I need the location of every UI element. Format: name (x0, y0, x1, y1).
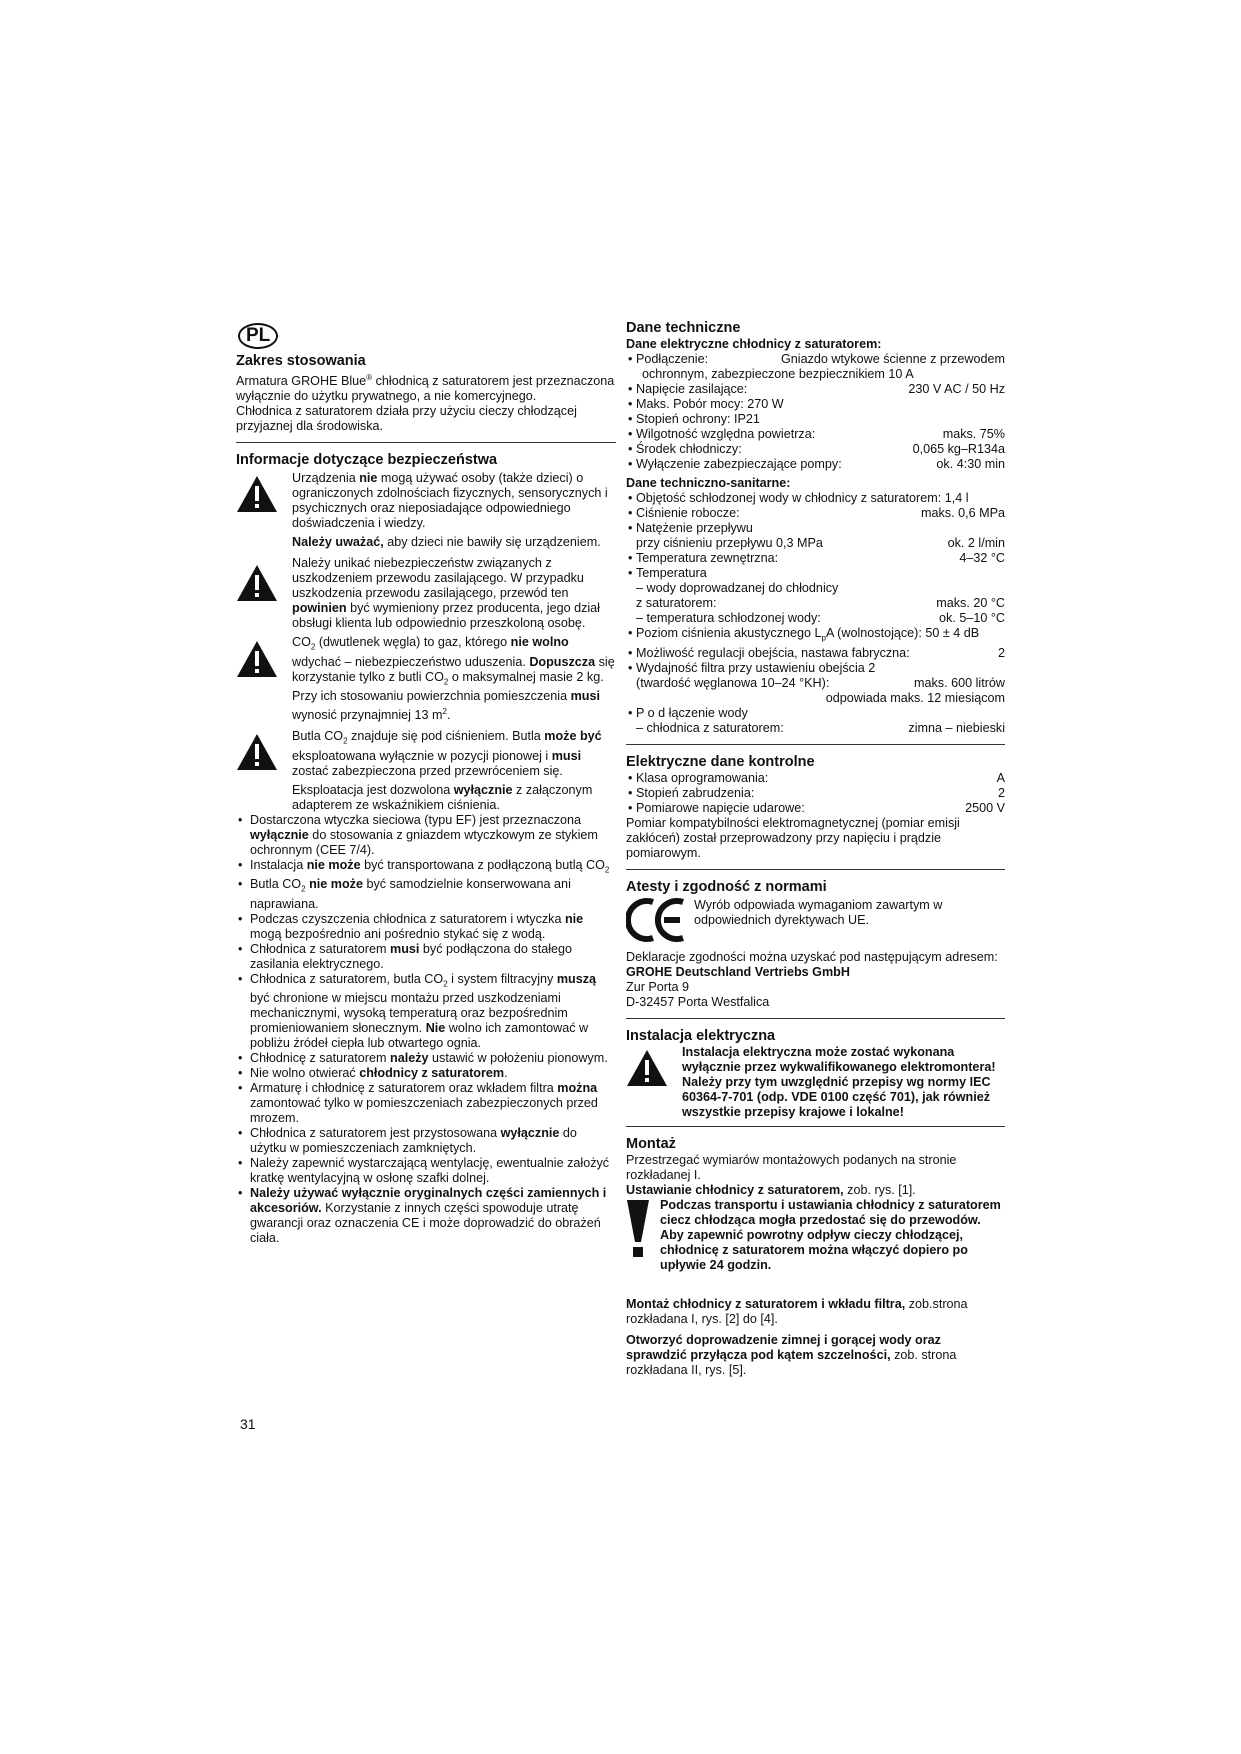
divider (626, 1018, 1005, 1019)
mounting-paragraph-4: Otworzyć doprowadzenie zimnej i gorącej wody oraz sprawdzić przyłącza pod kątem szczelności, zob. strona rozkładana II, rys. [5]. (626, 1332, 957, 1377)
spec-item: • Stopień zabrudzenia: 2 (626, 786, 1005, 801)
ce-block (626, 898, 1005, 948)
company-name: GROHE Deutschland Vertriebs GmbH (626, 964, 850, 979)
safety-title: Informacje dotyczące bezpieczeństwa (236, 452, 498, 469)
spec-item: • Wydajność filtra przy ustawieniu obejścia 2 (twardość węglanowa 10–24 °KH): maks. 600 litrów odpowiada maks. 12 miesiącom (626, 661, 1005, 706)
spec-item: • Wilgotność względna powietrza: maks. 75% (626, 427, 1005, 442)
spec-item: • Objętość schłodzonej wody w chłodnicy z saturatorem: 1,4 l (626, 491, 1005, 506)
warning-text: $CO_2$ (dwutlenek węgla) to gaz, którego nie wolno wdychać – niebezpieczeństwo uduszenia. Dopuszcza się korzystanie tylko z butli $CO_2$ o maksymalnej masie 2 kg. Przy ich stosowaniu powierzchnia pomieszczenia musi wynosić przynajmniej 13 $m^2$. (292, 635, 615, 723)
divider (626, 744, 1005, 745)
elec-subtitle: Dane elektryczne chłodnicy z saturatorem: (626, 337, 882, 351)
control-note: Pomiar kompatybilności elektromagnetycznej (pomiar emisji zakłóceń) został przeprowadzony przy napięciu i prądzie pomiarowym. (626, 815, 960, 860)
installation-warning (626, 1045, 1005, 1120)
warning-triangle-icon (626, 1049, 668, 1087)
spec-item: • Poziom ciśnienia akustycznego $L_pA$ (wolnostojące): 50 ± 4 dB (626, 626, 1005, 646)
safety-list (236, 813, 616, 1247)
cert-declaration: Deklaracje zgodności można uzyskać pod następującym adresem: (626, 949, 998, 964)
warning-text: Instalacja elektryczna może zostać wykonana wyłącznie przez wykwalifikowanego elektromontera! Należy przy tym uwzględnić przepisy wg normy IEC 60364-7-701 (odp. VDE 0100 część 701), jak również wszystkie przepisy krajowe i lokalne! (682, 1044, 996, 1119)
cert-title: Atesty i zgodność z normami (626, 878, 827, 895)
ce-mark-icon (626, 896, 688, 944)
control-specs (626, 771, 1005, 816)
exclamation-icon (626, 1198, 650, 1260)
page-number: 31 (240, 1416, 256, 1432)
warning-text: Należy uważać, aby dzieci nie bawiły się urządzeniem. (292, 535, 601, 550)
installation-title: Instalacja elektryczna (626, 1027, 776, 1044)
warning-text: Należy unikać niebezpieczeństw związanych z uszkodzeniem przewodu zasilającego. W przypadku uszkodzenia przewodu zasilającego, przewód ten powinien być wymieniony przez producenta, jego dział obsługi klienta lub odpowiednio przeszkoloną osobę. (292, 556, 600, 631)
scope-title: Zakres stosowania (236, 353, 366, 369)
sanitary-subtitle: Dane techniczno-sanitarne: (626, 476, 791, 490)
control-title: Elektryczne dane kontrolne (626, 753, 815, 770)
mounting-paragraph-1: Przestrzegać wymiarów montażowych podanych na stronie rozkładanej I. (626, 1152, 957, 1182)
warning-text: Eksploatacja jest dozwolona wyłącznie z załączonym adapterem ze wskaźnikiem ciśnienia. (292, 782, 593, 812)
spec-item: • P o d łączenie wody – chłodnica z saturatorem: zimna – niebieski (626, 706, 1005, 736)
address-line-2: D-32457 Porta Westfalica (626, 994, 770, 1009)
language-badge: PL (238, 323, 278, 349)
caution-text: Podczas transportu i ustawiania chłodnicy z saturatorem ciecz chłodząca mogła przedostać się do przewodów. Aby zapewnić powrotny odpływ cieczy chłodzącej, chłodnicę z saturatorem można włączyć dopiero po upływie 24 godzin. (660, 1197, 1001, 1272)
list-item: • Należy używać wyłącznie oryginalnych części zamiennych i akcesoriów. Korzystanie z innych części spowoduje utratę gwarancji oraz oznaczenia CE i może doprowadzić do obrażeń ciała. (236, 1186, 616, 1246)
mounting-title: Montaż (626, 1135, 676, 1152)
divider (236, 442, 616, 443)
spec-item: • Pomiarowe napięcie udarowe: 2500 V (626, 801, 1005, 816)
spec-item: • Podłączenie: Gniazdo wtykowe ścienne z przewodem ochronnym, zabezpieczone bezpiecznikiem 10 A (626, 352, 1005, 382)
spec-item: • Wyłączenie zabezpieczające pompy: ok. 4:30 min (626, 457, 1005, 472)
scope-paragraph-1: Armatura GROHE Blue® chłodnicą z saturatorem jest przeznaczona wyłącznie do użytku prywatnego, a nie komercyjnego. (236, 373, 615, 404)
warning-block-persons (236, 471, 616, 550)
list-item: • Dostarczona wtyczka sieciowa (typu EF) jest przeznaczona wyłącznie do stosowania z gniazdem wtyczkowym ze stykiem ochronnym (CEE 7/4). (236, 813, 616, 858)
list-item: • Chłodnicę z saturatorem należy ustawić w położeniu pionowym. (236, 1051, 616, 1066)
spec-item: • Klasa oprogramowania: A (626, 771, 1005, 786)
list-item: • Chłodnica z saturatorem musi być podłączona do stałego zasilania elektrycznego. (236, 942, 616, 972)
warning-block-cable (236, 556, 616, 631)
warning-triangle-icon (236, 640, 278, 678)
spec-item: • Środek chłodniczy: 0,065 kg–R134a (626, 442, 1005, 457)
left-column (236, 323, 616, 1246)
list-item: • Należy zapewnić wystarczającą wentylację, ewentualnie założyć kratkę wentylacyjną w osłonę szafki dolnej. (236, 1156, 616, 1186)
warning-block-cylinder (236, 729, 616, 813)
address-line-1: Zur Porta 9 (626, 979, 689, 994)
spec-item: • Temperatura – wody doprowadzanej do chłodnicy z saturatorem: maks. 20 °C – temperatura schłodzonej wody: ok. 5–10 °C (626, 566, 1005, 626)
divider (626, 1126, 1005, 1127)
list-item: • Butla $CO_2$ nie może być samodzielnie konserwowana ani naprawiana. (236, 877, 616, 912)
scope-paragraph-2: Chłodnica z saturatorem działa przy użyciu cieczy chłodzącej przyjaznej dla środowiska. (236, 404, 577, 434)
sanitary-specs (626, 491, 1005, 736)
divider (626, 869, 1005, 870)
spec-item: • Stopień ochrony: IP21 (626, 412, 1005, 427)
warning-block-co2 (236, 635, 616, 723)
warning-triangle-icon (236, 564, 278, 602)
warning-text: Urządzenia nie mogą używać osoby (także dzieci) o ograniczonych zdolnościach fizycznych, sensorycznych i psychicznych oraz nieposiadające odpowiedniego doświadczenia i wiedzy. (292, 471, 608, 531)
spec-item: • Maks. Pobór mocy: 270 W (626, 397, 1005, 412)
list-item: • Armaturę i chłodnicę z saturatorem oraz wkładem filtra można zamontować tylko w pomieszczeniach zabezpieczonych przed mrozem. (236, 1081, 616, 1126)
warning-triangle-icon (236, 475, 278, 513)
mounting-caution (626, 1198, 1005, 1273)
cert-text: Wyrób odpowiada wymaganiom zawartym w odpowiednich dyrektywach UE. (694, 897, 943, 927)
spec-item: • Możliwość regulacji obejścia, nastawa fabryczna: 2 (626, 646, 1005, 661)
list-item: • Chłodnica z saturatorem jest przystosowana wyłącznie do użytku w pomieszczeniach zamkniętych. (236, 1126, 616, 1156)
spec-item: • Napięcie zasilające: 230 V AC / 50 Hz (626, 382, 1005, 397)
spec-item: • Natężenie przepływu przy ciśnieniu przepływu 0,3 MPa ok. 2 l/min (626, 521, 1005, 551)
list-item: • Podczas czyszczenia chłodnica z saturatorem i wtyczka nie mogą bezpośrednio ani pośrednio stykać się z wodą. (236, 912, 616, 942)
warning-triangle-icon (236, 733, 278, 771)
electrical-specs (626, 352, 1005, 472)
list-item: • Chłodnica z saturatorem, butla $CO_2$ i system filtracyjny muszą być chronione w miejscu montażu przed uszkodzeniami mechanicznymi, wysoką temperaturą oraz bezpośrednim promieniowaniem słonecznym. Nie wolno ich zamontować w pobliżu źródeł ciepła lub otwartego ognia. (236, 972, 616, 1052)
right-column (626, 320, 1005, 1378)
tech-title: Dane techniczne (626, 320, 741, 336)
spec-item: • Ciśnienie robocze: maks. 0,6 MPa (626, 506, 1005, 521)
spec-item: • Temperatura zewnętrzna: 4–32 °C (626, 551, 1005, 566)
list-item: • Nie wolno otwierać chłodnicy z saturatorem. (236, 1066, 616, 1081)
list-item: • Instalacja nie może być transportowana z podłączoną butlą $CO_2$ (236, 858, 616, 878)
warning-text: Butla $CO_2$ znajduje się pod ciśnieniem. Butla może być eksploatowana wyłącznie w pozycji pionowej i musi zostać zabezpieczona przed przewróceniem się. (292, 729, 602, 778)
mounting-paragraph-2: Ustawianie chłodnicy z saturatorem, zob. rys. [1]. (626, 1182, 916, 1197)
mounting-paragraph-3: Montaż chłodnicy z saturatorem i wkładu filtra, zob.strona rozkładana I, rys. [2] do [4]. (626, 1296, 968, 1326)
